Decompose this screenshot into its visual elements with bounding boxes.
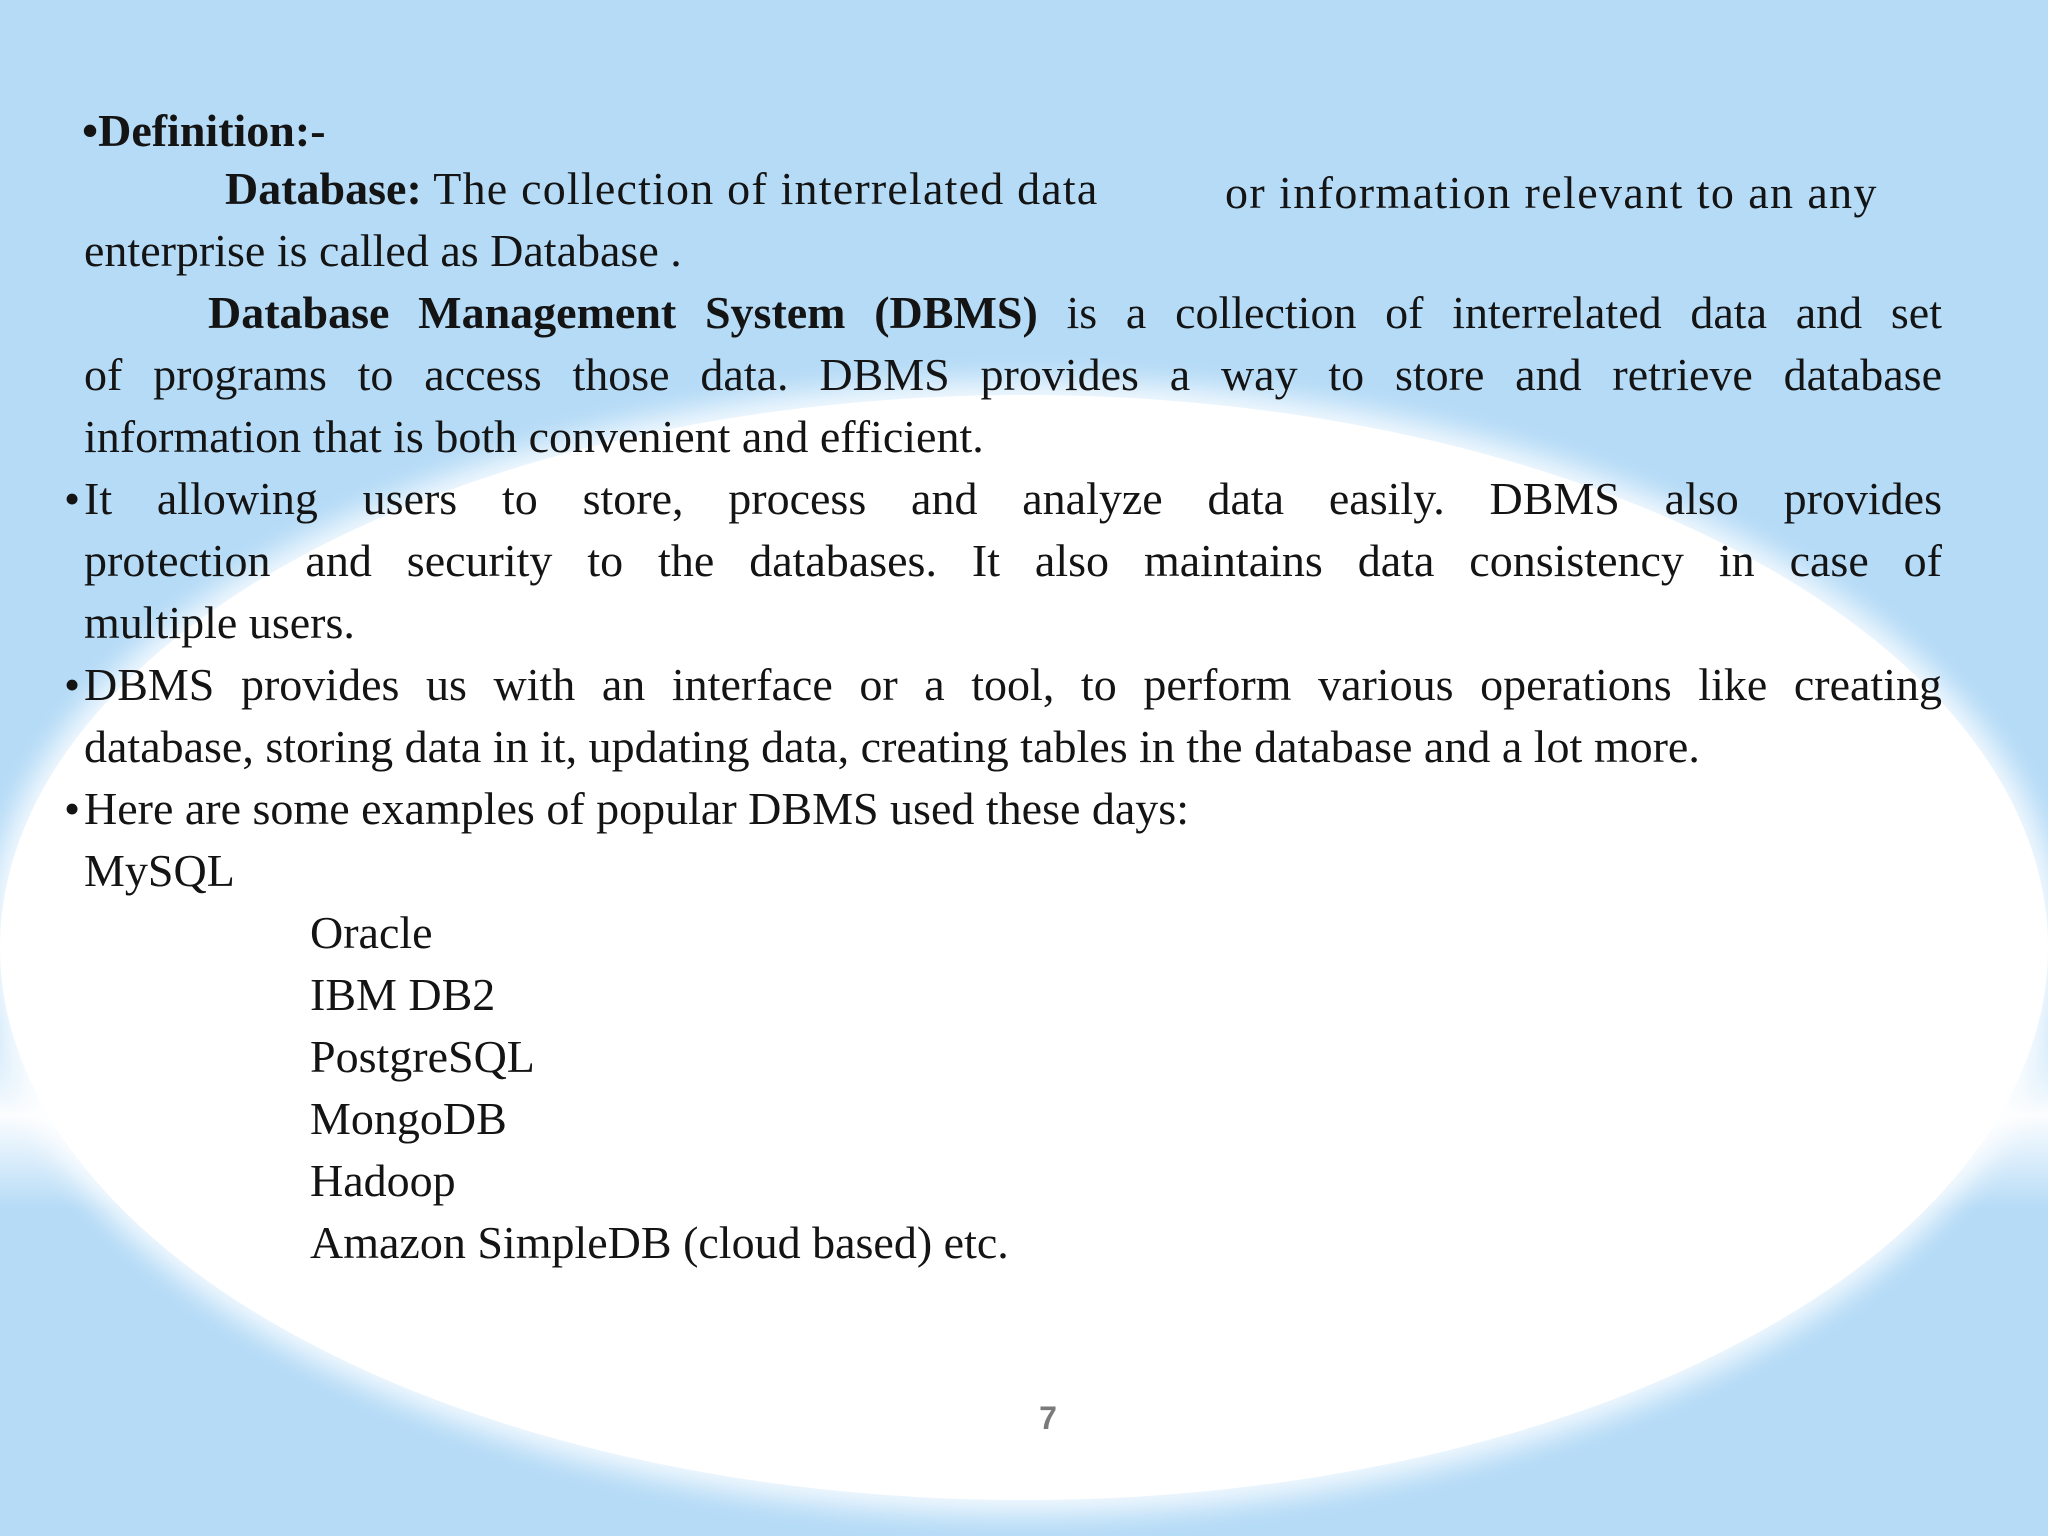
example-item: PostgreSQL xyxy=(310,1031,535,1082)
dbms-text: is a collection of interrelated data and set xyxy=(1066,287,1942,338)
bullet-2-line-3: multiple users. xyxy=(84,597,355,648)
definition-heading: •Definition:- xyxy=(82,105,326,156)
dbms-definition-line-1 xyxy=(208,282,1942,344)
database-term: Database: xyxy=(225,163,422,214)
bullet-4-line-1: Here are some examples of popular DBMS used these days: xyxy=(84,783,1189,834)
database-definition-line-2: enterprise is called as Database . xyxy=(84,225,682,276)
right-edge-highlight xyxy=(1848,1020,2048,1210)
example-item: MongoDB xyxy=(310,1093,507,1144)
bullet-marker: • xyxy=(64,473,81,524)
dbms-term: Database Management System (DBMS) xyxy=(208,287,1038,338)
bullet-marker: • xyxy=(64,783,81,834)
bullet-2-line-1: It allowing users to store, process and analyze data easily. DBMS also provides xyxy=(84,473,1942,524)
database-definition-line-1 xyxy=(225,158,1099,220)
left-edge-highlight xyxy=(0,1020,200,1210)
bullet-3-line-1: DBMS provides us with an interface or a tool, to perform various operations like creating xyxy=(84,659,1942,710)
bullet-2-line-2: protection and security to the databases. It also maintains data consistency in case of xyxy=(84,535,1942,586)
dbms-definition-line-2: of programs to access those data. DBMS provides a way to store and retrieve database xyxy=(84,349,1942,400)
example-item: Oracle xyxy=(310,907,433,958)
example-item: Amazon SimpleDB (cloud based) etc. xyxy=(310,1217,1009,1268)
database-definition-line-1b: or information relevant to an any xyxy=(1225,167,1878,218)
page-number: 7 xyxy=(1039,1400,1057,1436)
example-item: Hadoop xyxy=(310,1155,456,1206)
bullet-3-line-2: database, storing data in it, updating data, creating tables in the database and a lot more. xyxy=(84,721,1700,772)
bullet-marker: • xyxy=(64,659,81,710)
dbms-definition-line-3: information that is both convenient and efficient. xyxy=(84,411,984,462)
database-text-a: The collection of interrelated data xyxy=(433,163,1099,214)
example-item: IBM DB2 xyxy=(310,969,496,1020)
example-item: MySQL xyxy=(84,845,235,896)
